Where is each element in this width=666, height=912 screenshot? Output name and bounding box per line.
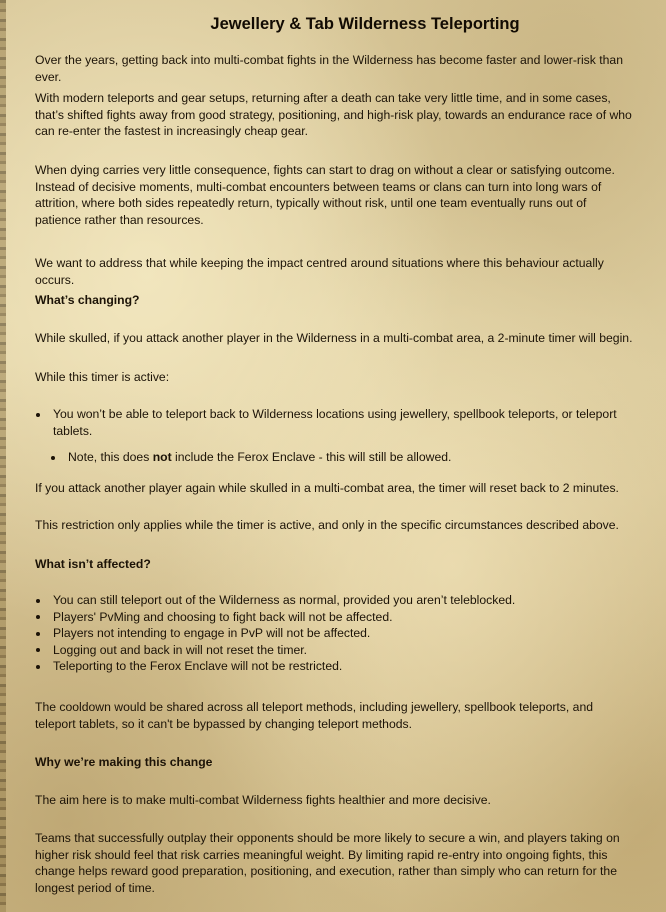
list-item: Players not intending to engage in PvP will not be affected.	[35, 625, 635, 642]
sub-text-bold: not	[152, 450, 172, 465]
paragraph-teleports: With modern teleports and gear setups, returning after a death can take very little time, and in some cases, that’s shifted fights away from good strategy, positioning, and high-risk play, towards an endurance race of who can re-enter the fastest in increasingly cheap gear.	[35, 91, 632, 139]
paragraph-aim: The aim here is to make multi-combat Wilderness fights healthier and more decisive.	[35, 793, 491, 807]
paragraph-cooldown: The cooldown would be shared across all teleport methods, including jewellery, spellbook teleports, and teleport tablets, so it can't be bypassed by changing teleport methods.	[35, 700, 594, 731]
heading-why: Why we’re making this change	[35, 755, 213, 769]
parchment-left-edge	[0, 0, 6, 912]
list-item-text: You won’t be able to teleport back to Wilderness locations using jewellery, spellbook teleports, or teleport tablets.	[53, 407, 617, 438]
paragraph-intro: Over the years, getting back into multi-combat fights in the Wilderness has become faster and lower-risk than ever.	[35, 53, 623, 84]
page-title: Jewellery & Tab Wilderness Teleporting	[210, 15, 520, 33]
list-item: Logging out and back in will not reset the timer.	[35, 642, 635, 659]
list-item: Teleporting to the Ferox Enclave will not be restricted.	[35, 658, 635, 675]
list-item: Players' PvMing and choosing to fight back will not be affected.	[35, 609, 635, 626]
paragraph-consequence: When dying carries very little consequence, fights can start to drag on without a clear or satisfying outcome. Instead of decisive moments, multi-combat encounters between teams or clans can turn into long wars of attrition, where both sides repeatedly return, typically without risk, until one team eventually runs out of patience rather than resources.	[35, 163, 615, 227]
paragraph-teams: Teams that successfully outplay their opponents should be more likely to secure a win, and players taking on higher risk should feel that risk carries meaningful weight. By limiting rapid re-entry into ongoing fights, this change helps reward good preparation, positioning, and execution, rather than simply who can return for the longest period of time.	[35, 831, 620, 895]
paragraph-restriction: This restriction only applies while the timer is active, and only in the specific circumstances described above.	[35, 518, 619, 532]
timer-restriction-list	[35, 406, 635, 466]
not-affected-list	[35, 592, 635, 675]
paragraph-timer: While skulled, if you attack another player in the Wilderness in a multi-combat area, a 2-minute timer will begin.	[35, 331, 633, 345]
paragraph-timer-active: While this timer is active:	[35, 370, 170, 384]
list-item	[35, 406, 635, 439]
heading-whats-changing: What’s changing?	[35, 293, 140, 307]
paragraph-reset: If you attack another player again while skulled in a multi-combat area, the timer will reset back to 2 minutes.	[35, 481, 619, 495]
list-item-sub	[50, 449, 635, 466]
sub-text-pre: Note, this does	[68, 450, 153, 465]
sub-text-post: include the Ferox Enclave - this will still be allowed.	[171, 450, 452, 465]
list-item: You can still teleport out of the Wilderness as normal, provided you aren’t teleblocked.	[35, 592, 635, 609]
heading-not-affected: What isn’t affected?	[35, 557, 151, 571]
paragraph-address: We want to address that while keeping the impact centred around situations where this behaviour actually occurs.	[35, 256, 604, 287]
